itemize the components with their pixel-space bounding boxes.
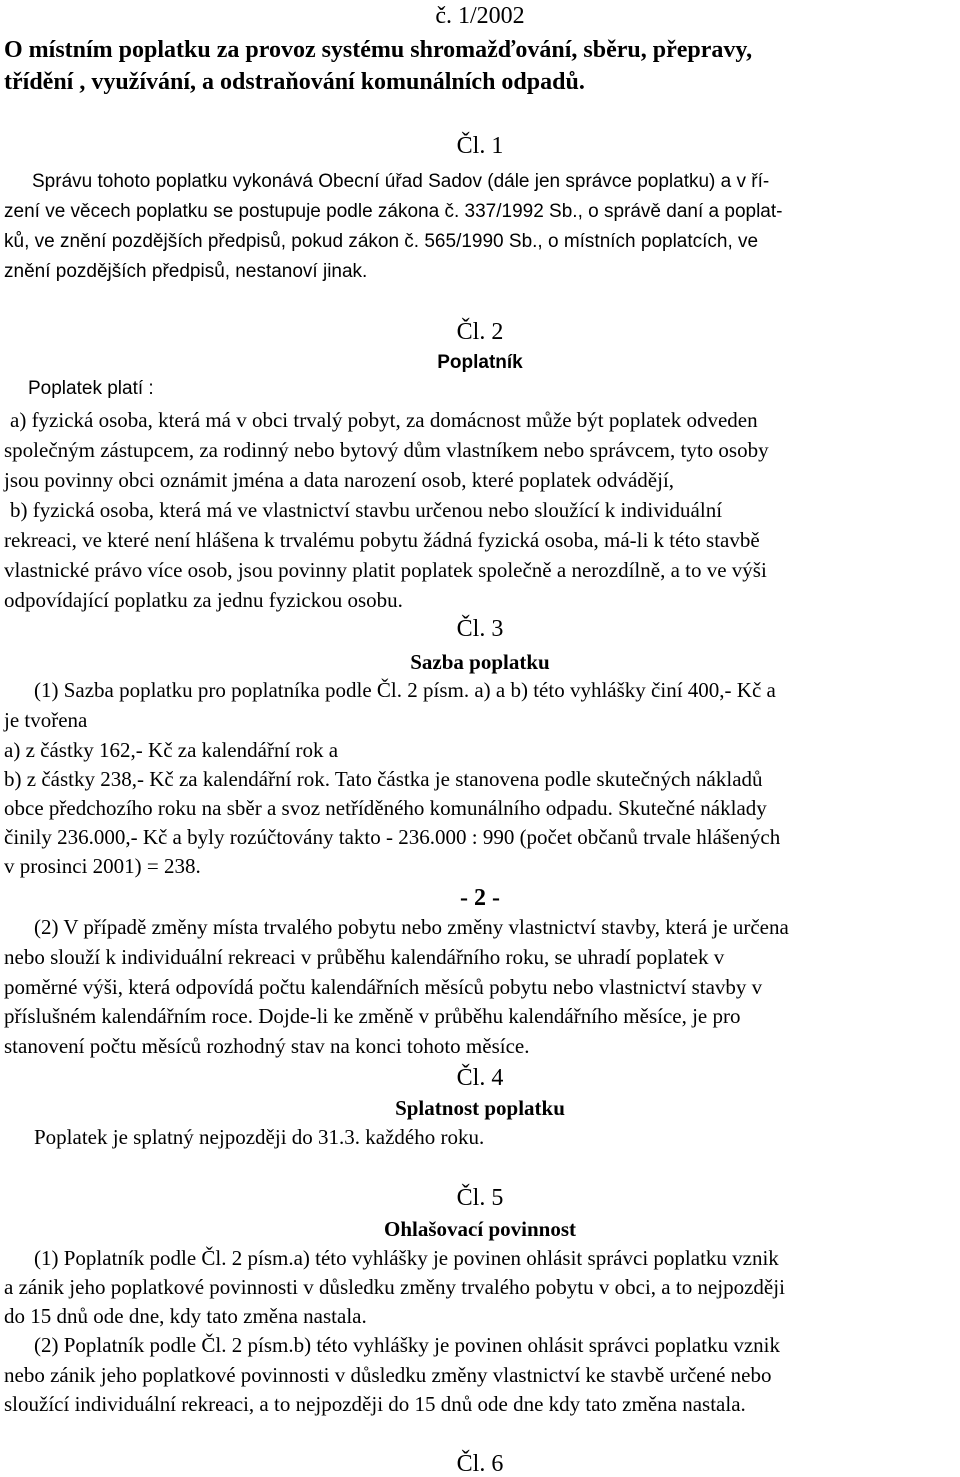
document-title-line-1: O místním poplatku za provoz systému shromažďování, sběru, přepravy,	[4, 37, 753, 63]
article-5-line-3: do 15 dnů ode dne, kdy tato změna nastala.	[4, 1304, 367, 1328]
article-5-heading: Čl. 5	[456, 1185, 504, 1211]
article-2-heading: Čl. 2	[456, 319, 504, 345]
article-2-line-2: společným zástupcem, za rodinný nebo bytový dům vlastníkem nebo správcem, tyto osoby	[4, 438, 769, 462]
article-3-line-7: v prosinci 2001) = 238.	[4, 854, 201, 878]
article-1-line-2: zení ve věcech poplatku se postupuje podle zákona č. 337/1992 Sb., o správě daní a poplat-	[4, 201, 783, 222]
article-4-line: Poplatek je splatný nejpozději do 31.3. každého roku.	[34, 1125, 485, 1149]
article-3-line-3: a) z částky 162,- Kč za kalendářní rok a	[4, 738, 339, 762]
article-5-line-2: a zánik jeho poplatkové povinnosti v důsledku změny trvalého pobytu v obci, a to nejpozději	[4, 1275, 785, 1299]
article-1-line-3: ků, ve znění pozdějších předpisů, pokud zákon č. 565/1990 Sb., o místních poplatcích, ve	[4, 231, 759, 252]
document-number: č. 1/2002	[435, 3, 525, 29]
page-number-marker: - 2 -	[460, 885, 500, 911]
article-3-para2-line-4: příslušném kalendářním roce. Dojde-li ke změně v průběhu kalendářního měsíce, je pro	[4, 1004, 741, 1028]
article-3-line-4: b) z částky 238,- Kč za kalendářní rok. Tato částka je stanovena podle skutečných nákladů	[4, 767, 763, 791]
article-3-para2-line-5: stanovení počtu měsíců rozhodný stav na konci tohoto měsíce.	[4, 1034, 530, 1058]
article-3-line-1: (1) Sazba poplatku pro poplatníka podle Čl. 2 písm. a) a b) této vyhlášky činí 400,- Kč a	[34, 678, 776, 702]
article-2-line-6: vlastnické právo více osob, jsou povinny platit poplatek společně a nerozdílně, a to ve výši	[4, 558, 767, 582]
article-3-para2-line-3: poměrné výši, která odpovídá počtu kalendářních měsíců pobytu nebo vlastnictví stavby v	[4, 975, 763, 999]
article-5-line-4: (2) Poplatník podle Čl. 2 písm.b) této vyhlášky je povinen ohlásit správci poplatku vznik	[34, 1333, 780, 1357]
article-2-line-4: b) fyzická osoba, která má ve vlastnictví stavbu určenou nebo sloužící k individuální	[10, 498, 723, 522]
article-4-heading: Čl. 4	[456, 1065, 504, 1091]
article-3-subtitle: Sazba poplatku	[410, 650, 550, 674]
article-1-line-1: Správu tohoto poplatku vykonává Obecní úřad Sadov (dále jen správce poplatku) a v ří-	[32, 171, 770, 192]
article-3-line-2: je tvořena	[4, 708, 88, 732]
article-2-line-7: odpovídající poplatku za jednu fyzickou osobu.	[4, 588, 403, 612]
article-2-line-3: jsou povinny obci oznámit jména a data narození osob, které poplatek odvádějí,	[4, 468, 675, 492]
article-3-para2-line-1: (2) V případě změny místa trvalého pobytu nebo změny vlastnictví stavby, která je určena	[34, 915, 789, 939]
article-1-line-4: znění pozdějších předpisů, nestanoví jinak.	[4, 261, 368, 282]
article-5-subtitle: Ohlašovací povinnost	[384, 1217, 576, 1241]
article-2-line-1: a) fyzická osoba, která má v obci trvalý pobyt, za domácnost může být poplatek odveden	[10, 408, 758, 432]
article-3-para2-line-2: nebo slouží k individuální rekreaci v průběhu kalendářního roku, se uhradí poplatek v	[4, 945, 725, 969]
article-5-line-6: sloužící individuální rekreaci, a to nejpozději do 15 dnů ode dne kdy tato změna nastala.	[4, 1392, 746, 1416]
article-2-subtitle: Poplatník	[437, 352, 523, 373]
article-2-intro: Poplatek platí :	[28, 378, 154, 399]
article-1-heading: Čl. 1	[456, 133, 504, 159]
article-3-line-5: obce předchozího roku na sběr a svoz netříděného komunálního odpadu. Skutečné náklady	[4, 796, 767, 820]
article-4-subtitle: Splatnost poplatku	[395, 1096, 565, 1120]
document-title-line-2: třídění , využívání, a odstraňování komunálních odpadů.	[4, 69, 585, 95]
article-5-line-1: (1) Poplatník podle Čl. 2 písm.a) této vyhlášky je povinen ohlásit správci poplatku vznik	[34, 1246, 779, 1270]
article-6-heading: Čl. 6	[456, 1451, 504, 1477]
article-5-line-5: nebo zánik jeho poplatkové povinnosti v důsledku změny vlastnictví ke stavbě určené nebo	[4, 1363, 772, 1387]
article-3-heading: Čl. 3	[456, 616, 504, 642]
article-3-line-6: činily 236.000,- Kč a byly rozúčtovány takto - 236.000 : 990 (počet občanů trvale hlášených	[4, 825, 781, 849]
article-2-line-5: rekreaci, ve které není hlášena k trvalému pobytu žádná fyzická osoba, má-li k této stavbě	[4, 528, 760, 552]
